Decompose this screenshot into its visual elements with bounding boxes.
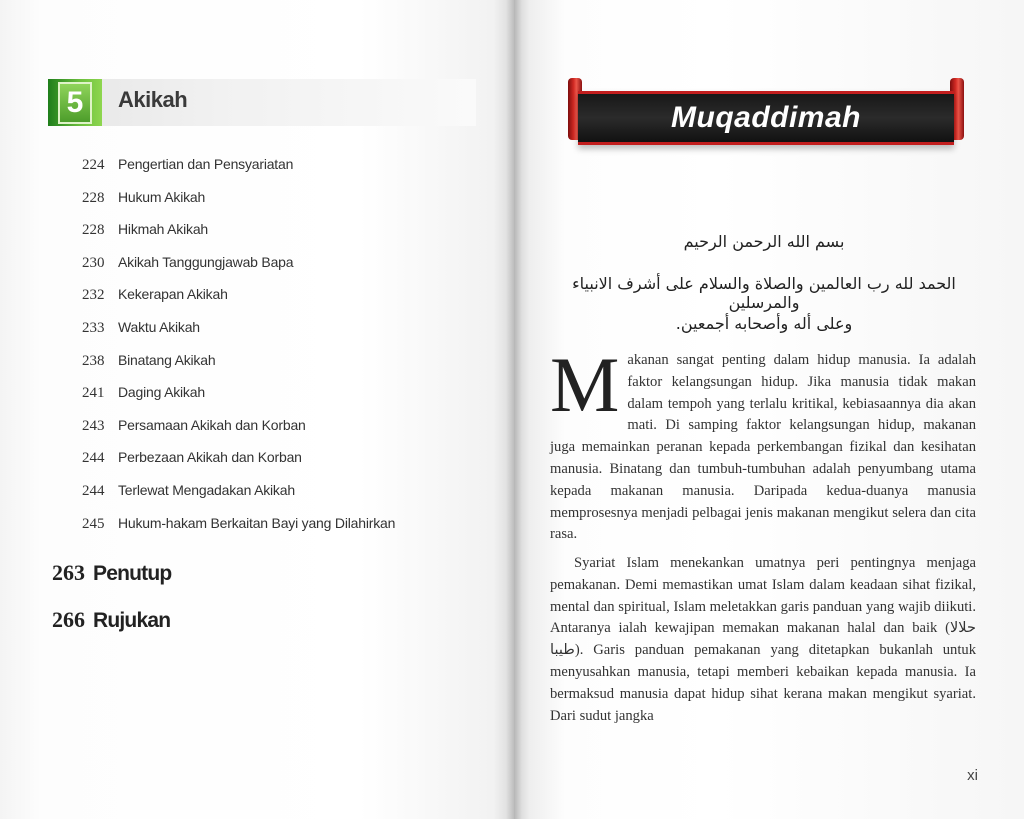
toc-page-number: 233: [82, 319, 105, 336]
chapter-number-badge: [48, 79, 102, 126]
chapter-header: [48, 79, 476, 126]
toc-item: [82, 280, 502, 313]
toc-page-number: 230: [82, 254, 105, 271]
page-number: xi: [967, 767, 978, 784]
paragraph-2: Syariat Islam menekankan umatnya peri pentingnya menjaga pemakanan. Demi memastikan umat Islam dalam keadaan sihat fizikal, mental dan spiritual, Islam meletakkan garis panduan yang wajib diikuti. Antaranya ialah kewajipan memakan makanan halal dan baik (حلالا طيبا). Garis panduan pemakanan yang ditetapkan bukanlah untuk menyusahkan manusia, tetapi memberi kebaikan kepada manusia. Ia bermaksud manusia dapat hidup sihat kerana makan mengikut syariat. Dari sudut jangka: [550, 555, 976, 724]
toc-label: Terlewat Mengadakan Akikah: [118, 481, 295, 498]
toc-page-number: 244: [82, 450, 105, 467]
toc-page-number: 228: [82, 222, 105, 239]
toc-list: [82, 150, 502, 541]
toc-major-page-number: 263: [52, 560, 85, 585]
toc-major-label: Rujukan: [93, 609, 171, 632]
toc-label: Perbezaan Akikah dan Korban: [118, 449, 302, 466]
toc-item: [82, 183, 502, 216]
toc-item: [82, 509, 502, 542]
toc-page-number: 238: [82, 352, 105, 369]
chapter-number: 5: [58, 82, 92, 124]
drop-cap: M: [550, 341, 620, 428]
arabic-basmalah: بسم الله الرحمن الرحيم: [683, 232, 845, 251]
toc-item: [82, 215, 502, 248]
banner-body: [578, 91, 954, 145]
muqaddimah-banner: [568, 78, 964, 150]
toc-label: Akikah Tanggungjawab Bapa: [118, 253, 294, 270]
toc-item: [82, 411, 502, 444]
toc-label: Pengertian dan Pensyariatan: [118, 156, 294, 172]
paragraph-1: [550, 341, 976, 546]
toc-major-page-number: 266: [52, 607, 85, 632]
toc-label: Waktu Akikah: [118, 318, 200, 335]
toc-page-number: 243: [82, 417, 105, 434]
right-page: [514, 0, 1024, 819]
toc-label: Daging Akikah: [118, 384, 205, 401]
toc-label: Kekerapan Akikah: [118, 286, 228, 303]
toc-label: Persamaan Akikah dan Korban: [118, 416, 306, 433]
toc-item: [82, 378, 502, 411]
arabic-salawat: وعلى أله وأصحابه أجمعين.: [675, 314, 853, 333]
toc-label: Binatang Akikah: [118, 351, 216, 368]
banner-title: Muqaddimah: [671, 101, 861, 134]
toc-label: Hukum Akikah: [118, 188, 206, 205]
book-gutter-shadow: [506, 0, 522, 819]
toc-major-label: Penutup: [93, 562, 172, 585]
paragraph-1-text: akanan sangat penting dalam hidup manusia. Ia adalah faktor kelangsungan hidup. Jika manusia tidak makan dalam tempoh yang terlalu kritikal, kebiasaannya dia akan mati. Di samping faktor kelangsungan hidup, makanan juga memainkan peranan kepada perkembangan fizikal dan kesihatan manusia. Binatang dan tumbuh-tumbuhan adalah penyumbang utama kepada makanan manusia. Daripada kedua-duanya manusia memprosesnya menjadi pelbagai jenis makanan mengikut selera dan cita rasa.: [550, 352, 976, 543]
toc-item: [82, 443, 502, 476]
toc-page-number: 241: [82, 385, 105, 402]
toc-page-number: 245: [82, 515, 105, 532]
toc-major-penutup: [52, 560, 171, 586]
toc-major-rujukan: [52, 607, 170, 633]
toc-item: [82, 476, 502, 509]
toc-label: Hikmah Akikah: [118, 221, 208, 238]
toc-item: [82, 150, 502, 183]
toc-item: [82, 248, 502, 281]
toc-item: [82, 346, 502, 379]
toc-page-number: 244: [82, 482, 105, 499]
toc-page-number: 232: [82, 287, 105, 304]
chapter-title: Akikah: [118, 87, 188, 112]
toc-item: [82, 313, 502, 346]
toc-page-number: 224: [82, 157, 105, 173]
arabic-hamdalah: الحمد لله رب العالمين والصلاة والسلام على أشرف الانبياء والمرسلين: [572, 274, 956, 312]
toc-label: Hukum-hakam Berkaitan Bayi yang Dilahirkan: [118, 514, 396, 531]
toc-page-number: 228: [82, 189, 105, 206]
